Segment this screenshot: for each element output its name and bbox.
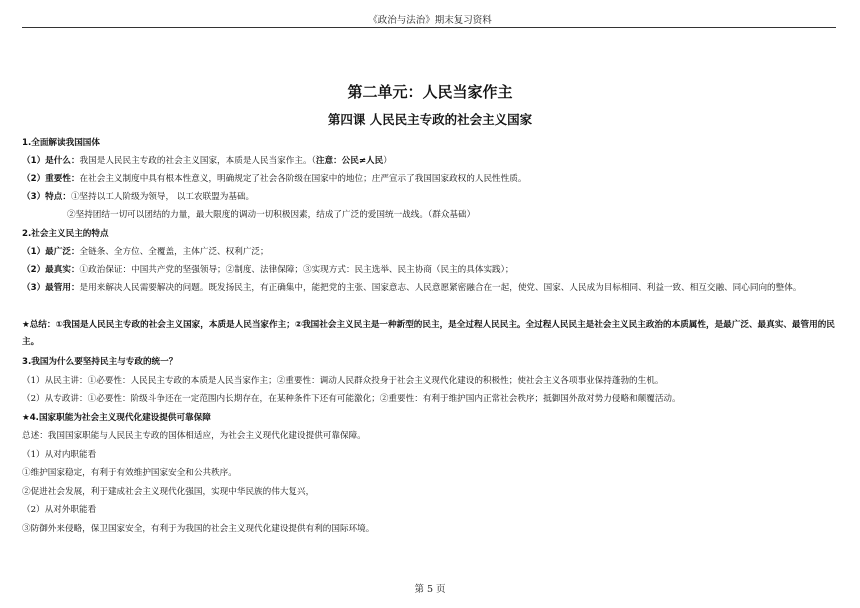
section-4-line-4: （2）从对外职能看 bbox=[22, 505, 97, 515]
label: （1）是什么： bbox=[22, 156, 80, 166]
page-header: 《政治与法治》期末复习资料 bbox=[368, 15, 492, 26]
text: ①政治保证：中国共产党的坚强领导；②制度、法律保障；③实现方式：民主选举、民主协商（民主的具体实践）； bbox=[79, 265, 514, 275]
text: 我国是人民民主专政的社会主义国家，本质是人民当家作主。（ bbox=[79, 156, 316, 166]
lesson-title: 第四课 人民民主专政的社会主义国家 bbox=[327, 112, 533, 127]
text: ①坚持以工人阶级为领导， 以工农联盟为基础。 bbox=[70, 192, 255, 202]
section-1-line-2 bbox=[22, 173, 838, 185]
label: （3）最管用： bbox=[22, 283, 80, 293]
section-4-line-5: ③防御外来侵略，保卫国家安全，有利于为我国的社会主义现代化建设提供有利的国际环境。 bbox=[22, 524, 375, 534]
section-1-line-3 bbox=[22, 191, 838, 203]
section-4-line-1: （1）从对内职能看 bbox=[22, 450, 97, 460]
text-tail: ） bbox=[383, 156, 392, 166]
text: 全链条、全方位、全覆盖，主体广泛、权利广泛； bbox=[79, 247, 269, 257]
label: （2）最真实： bbox=[22, 265, 80, 275]
unit-title: 第二单元：人民当家作主 bbox=[347, 83, 513, 101]
section-3-line-2: （2）从专政讲：①必要性：阶级斗争还在一定范围内长期存在，在某种条件下还有可能激化；②重要性：有利于维护国内正常社会秩序；抵御国外敌对势力侵略和颠覆活动。 bbox=[22, 394, 681, 404]
header-divider bbox=[22, 27, 836, 28]
section-4-line-2: ①维护国家稳定，有利于有效维护国家安全和公共秩序。 bbox=[22, 468, 237, 478]
label: （3）特点： bbox=[22, 192, 71, 202]
note: 注意：公民≠人民 bbox=[315, 156, 384, 166]
section-1-line-1 bbox=[22, 155, 838, 167]
section-4-line-3: ②促进社会发展，利于建成社会主义现代化强国，实现中华民族的伟大复兴， bbox=[22, 487, 315, 497]
section-1-heading: 1.全面解读我国国体 bbox=[22, 138, 100, 148]
section-2-heading: 2.社会主义民主的特点 bbox=[22, 229, 109, 239]
section-3-line-1: （1）从民主讲：①必要性：人民民主专政的本质是人民当家作主；②重要性：调动人民群众投身于社会主义现代化建设的积极性；使社会主义各项事业保持蓬勃的生机。 bbox=[22, 376, 664, 386]
section-1-line-4: ②坚持团结一切可以团结的力量，最大限度的调动一切积极因素，结成了广泛的爱国统一战线。（群众基础） bbox=[67, 210, 476, 220]
section-3-heading: 3.我国为什么要坚持民主与专政的统一？ bbox=[22, 357, 178, 367]
page-number: 第 5 页 bbox=[414, 584, 446, 595]
label: （1）最广泛： bbox=[22, 247, 80, 257]
section-2-line-2 bbox=[22, 264, 838, 276]
section-2-line-3 bbox=[22, 280, 838, 297]
section-2-summary: ★总结：①我国是人民民主专政的社会主义国家，本质是人民当家作主；②我国社会主义民主是一种新型的民主，是全过程人民民主。全过程人民民主是社会主义民主政治的本质属性，是最广泛、最真实、最管用的民主。 bbox=[22, 320, 835, 347]
text: 是用来解决人民需要解决的问题。既发扬民主，有正确集中，能把党的主张、国家意志、人民意愿紧密融合在一起，使党、国家、人民成为目标相同、利益一致、相互交融、同心同向的整体。 bbox=[79, 283, 802, 293]
section-4-heading: ★4.国家职能为社会主义现代化建设提供可靠保障 bbox=[22, 413, 211, 423]
section-4-summary: 总述：我国国家职能与人民民主专政的国体相适应，为社会主义现代化建设提供可靠保障。 bbox=[22, 431, 366, 441]
section-2-line-1 bbox=[22, 246, 838, 258]
text: 在社会主义制度中具有根本性意义，明确规定了社会各阶级在国家中的地位；庄严宣示了我国国家政权的人民性性质。 bbox=[79, 174, 527, 184]
label: （2）重要性： bbox=[22, 174, 80, 184]
